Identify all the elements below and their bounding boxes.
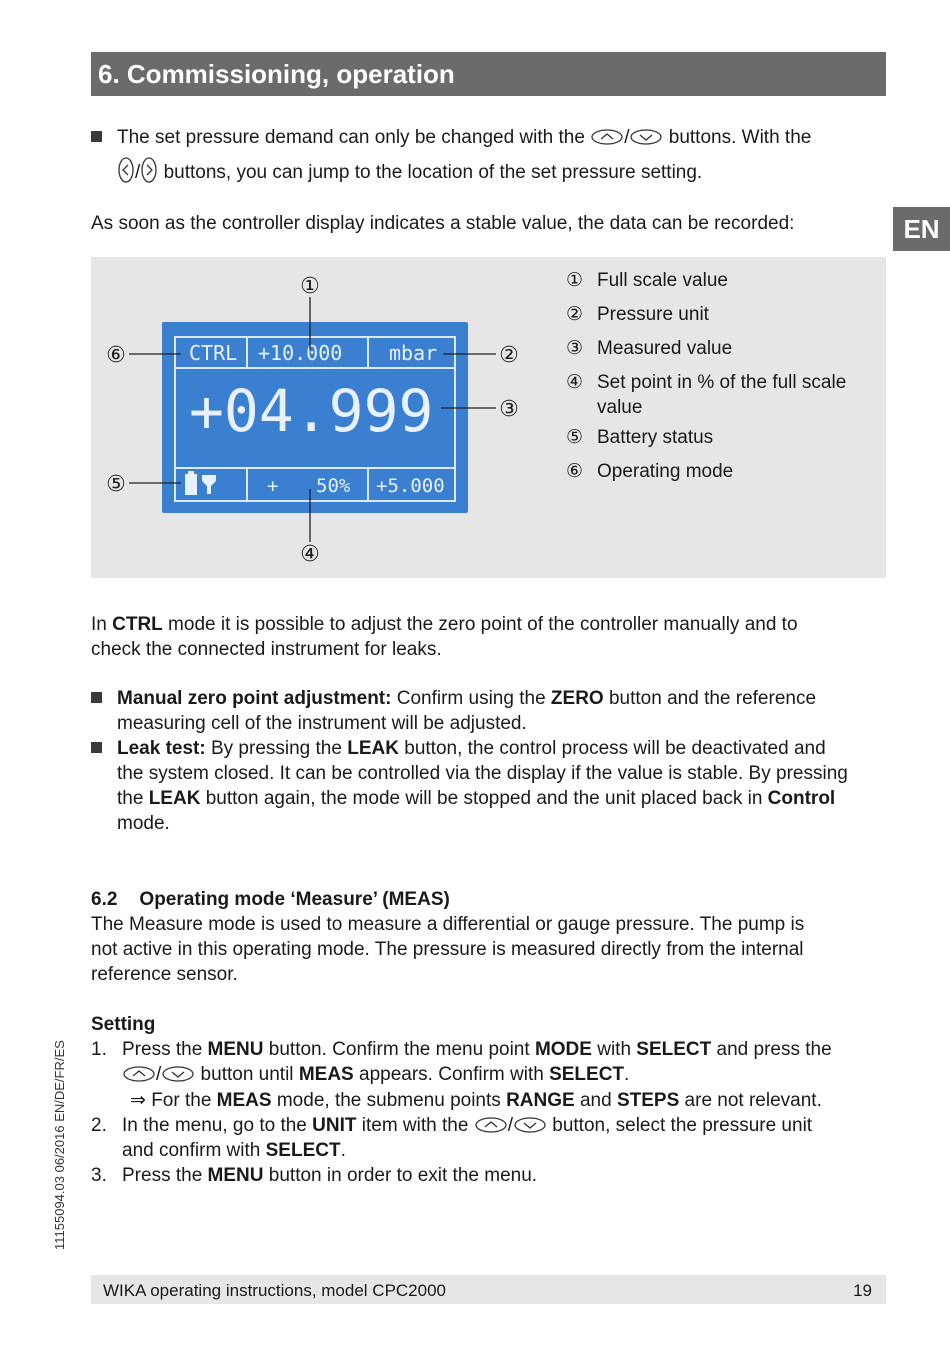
- callout-1: ①: [300, 274, 320, 299]
- intro-bullet-line1: The set pressure demand can only be changed with the / buttons. With the: [117, 127, 812, 148]
- display-diagram: [91, 257, 561, 578]
- step-1-line2: / button until MEAS appears. Confirm with SELECT.: [122, 1062, 629, 1087]
- bullet-square: [91, 742, 102, 753]
- step-3-num: 3.: [91, 1165, 107, 1186]
- bullet-square: [91, 131, 102, 142]
- lcd-measured-value: +04.999: [189, 377, 434, 445]
- zero-bullet-line2: measuring cell of the instrument will be adjusted.: [117, 713, 527, 734]
- lcd-setpoint: +5.000: [376, 475, 445, 497]
- section-62-heading: 6.2 Operating mode ‘Measure’ (MEAS): [91, 889, 450, 910]
- leak-bullet-line1: Leak test: By pressing the LEAK button, the control process will be deactivated and: [117, 738, 826, 759]
- intro-bullet-line2: / buttons, you can jump to the location of the set pressure setting.: [117, 156, 702, 185]
- lcd-percent-sign: +: [267, 475, 279, 497]
- step-3-line1: Press the MENU button in order to exit the menu.: [122, 1165, 538, 1186]
- ctrl-paragraph-line2: check the connected instrument for leaks.: [91, 639, 442, 660]
- up-button-icon: [474, 1116, 508, 1134]
- step-2-num: 2.: [91, 1115, 107, 1136]
- step-1-num: 1.: [91, 1039, 107, 1060]
- page-number: 19: [853, 1281, 872, 1300]
- page-footer: [91, 1275, 886, 1304]
- stable-value-sentence: As soon as the controller display indicates a stable value, the data can be recorded:: [91, 213, 795, 234]
- result-arrow-icon: ⇒: [130, 1090, 146, 1111]
- leak-bullet-line3: the LEAK button again, the mode will be stopped and the unit placed back in Control: [117, 788, 836, 809]
- left-button-icon: [117, 156, 135, 184]
- down-button-icon: [161, 1065, 195, 1083]
- callout-5: ⑤: [106, 472, 126, 497]
- callout-3: ③: [499, 397, 519, 422]
- step-2-line2: and confirm with SELECT.: [122, 1140, 346, 1161]
- footer-title: WIKA operating instructions, model CPC2000: [103, 1281, 447, 1300]
- lcd-full-scale: +10.000: [258, 341, 343, 365]
- setting-heading: Setting: [91, 1014, 156, 1035]
- section-header: [91, 52, 886, 96]
- right-button-icon: [140, 156, 158, 184]
- lcd-percent: 50%: [316, 475, 351, 497]
- leak-bullet-line2: the system closed. It can be controlled via the display if the value is stable. By pressing: [117, 763, 848, 784]
- section-62-line1: The Measure mode is used to measure a differential or gauge pressure. The pump is: [91, 914, 805, 935]
- callout-6: ⑥: [106, 343, 126, 368]
- callout-2: ②: [499, 343, 519, 368]
- up-button-icon: [122, 1065, 156, 1083]
- leak-bullet-line4: mode.: [117, 813, 170, 834]
- up-button-icon: [590, 128, 624, 146]
- section-title: 6. Commissioning, operation: [98, 59, 455, 89]
- battery-icon: [185, 471, 197, 495]
- step-1-result: ⇒ For the MEAS mode, the submenu points RANGE and STEPS are not relevant.: [130, 1090, 822, 1111]
- document-id-vertical: 11155094.03 06/2016 EN/DE/FR/ES: [52, 1040, 67, 1250]
- zero-bullet-line1: Manual zero point adjustment: Confirm using the ZERO button and the reference: [117, 688, 817, 709]
- down-button-icon: [513, 1116, 547, 1134]
- step-1-line1: Press the MENU button. Confirm the menu point MODE with SELECT and press the: [122, 1039, 832, 1060]
- down-button-icon: [629, 128, 663, 146]
- callout-4: ④: [300, 542, 320, 567]
- ctrl-paragraph-line1: In CTRL mode it is possible to adjust the zero point of the controller manually and to: [91, 614, 798, 635]
- bullet-square: [91, 692, 102, 703]
- section-62-line3: reference sensor.: [91, 964, 238, 985]
- step-2-line1: In the menu, go to the UNIT item with the / button, select the pressure unit: [122, 1115, 813, 1136]
- lcd-unit: mbar: [389, 341, 438, 365]
- section-62-line2: not active in this operating mode. The pressure is measured directly from the internal: [91, 939, 804, 960]
- language-tab: EN: [893, 207, 950, 251]
- lcd-mode: CTRL: [189, 341, 238, 365]
